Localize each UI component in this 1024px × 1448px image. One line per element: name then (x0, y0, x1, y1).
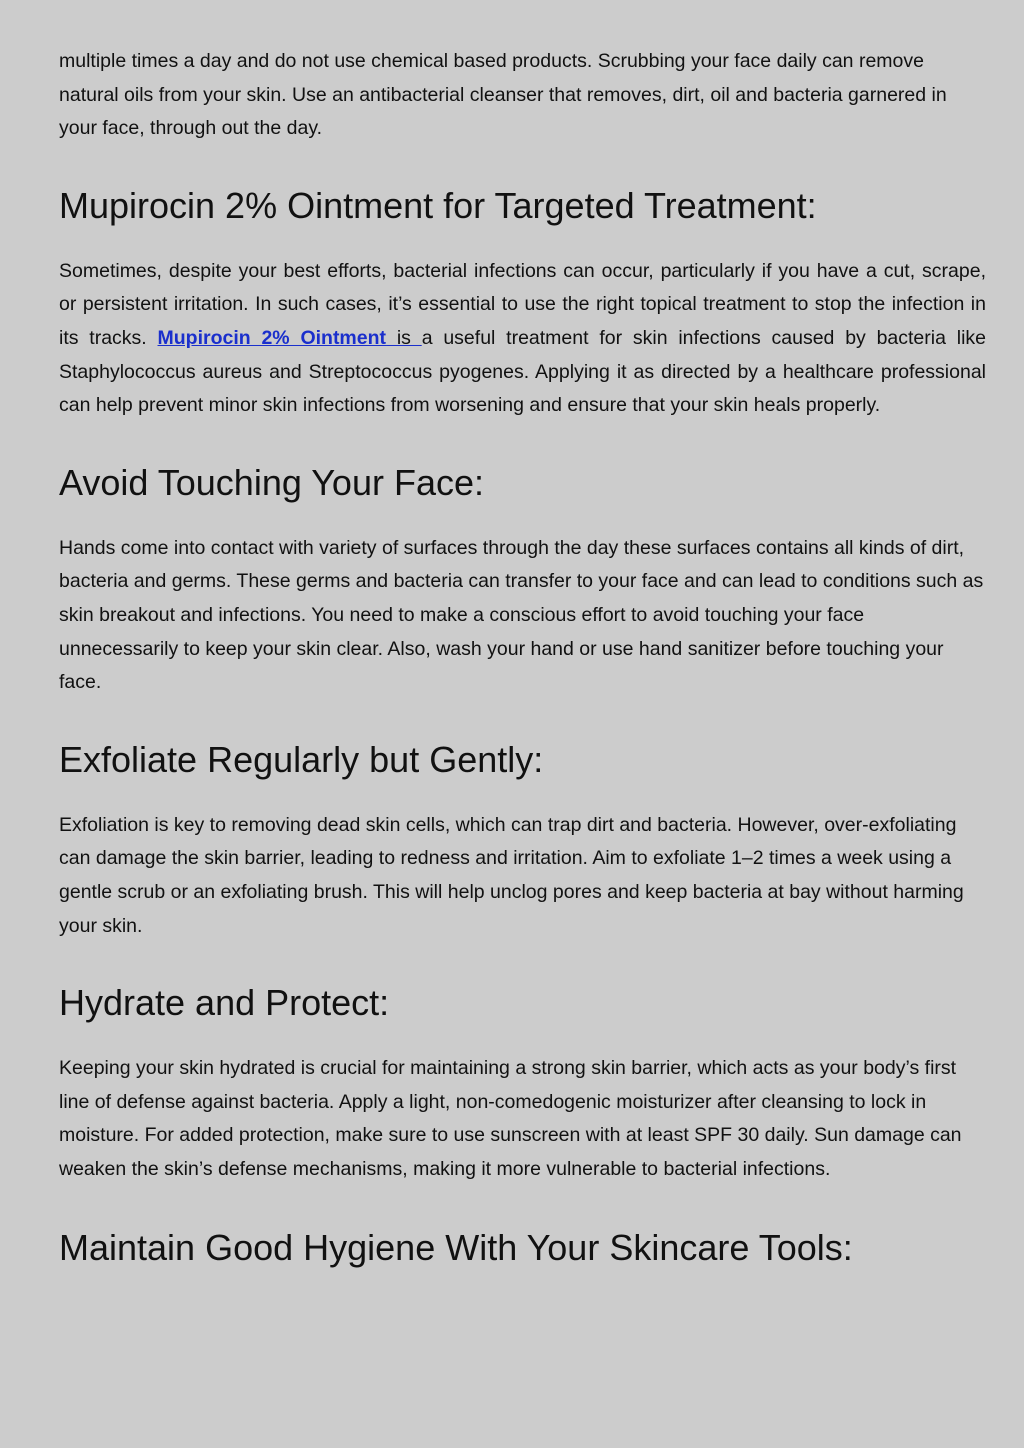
section-paragraph-hydrate: Keeping your skin hydrated is crucial for maintaining a strong skin barrier, which acts as your body’s first line of defense against bacteria. Apply a light, non-comedogenic moisturizer after cleansing to lock in moisture. For added protection, make sure to use sunscreen with at least SPF 30 daily. Sun damage can weaken the skin’s defense mechanisms, making it more vulnerable to bacterial infections. (59, 1057, 962, 1180)
section-heading-avoid-touching: Avoid Touching Your Face: (59, 461, 484, 503)
document-page (59, 45, 986, 1270)
section-heading-hygiene-tools: Maintain Good Hygiene With Your Skincare Tools: (59, 1227, 853, 1269)
intro-paragraph: multiple times a day and do not use chemical based products. Scrubbing your face daily can remove natural oils from your skin. Use an antibacterial cleanser that removes, dirt, oil and bacteria garnered in your face, through out the day. (59, 50, 947, 140)
paragraph-text-before-link: Sometimes, despite your best efforts, bacterial infections can occur, particularly if you have a cut, scrape, or persistent irritation. In such cases, it’s essential to use the right topical treatment to stop the infection in its tracks. (59, 259, 986, 349)
section-paragraph-avoid-touching: Hands come into contact with variety of surfaces through the day these surfaces contains all kinds of dirt, bacteria and germs. These germs and bacteria can transfer to your face and can lead to conditions such as skin breakout and infections. You need to make a conscious effort to avoid touching your face unnecessarily to keep your skin clear. Also, wash your hand or use hand sanitizer before touching your face. (59, 536, 984, 694)
section-heading-exfoliate: Exfoliate Regularly but Gently: (59, 738, 544, 780)
section-paragraph-mupirocin (59, 255, 986, 423)
section-heading-mupirocin: Mupirocin 2% Ointment for Targeted Treatment: (59, 184, 817, 226)
link-tail-text: is (386, 326, 422, 349)
section-heading-hydrate: Hydrate and Protect: (59, 982, 390, 1024)
section-paragraph-exfoliate: Exfoliation is key to removing dead skin cells, which can trap dirt and bacteria. However, over-exfoliating can damage the skin barrier, leading to redness and irritation. Aim to exfoliate 1–2 times a week using a gentle scrub or an exfoliating brush. This will help unclog pores and keep bacteria at bay without harming your skin. (59, 813, 964, 937)
mupirocin-ointment-link[interactable]: Mupirocin 2% Ointment (157, 326, 387, 349)
paragraph-text-after-link: a useful treatment for skin infections caused by bacteria like Staphylococcus aureus and Streptococcus pyogenes. Applying it as directed by a healthcare professional can help prevent minor skin infections from worsening and ensure that your skin heals properly. (59, 326, 986, 417)
